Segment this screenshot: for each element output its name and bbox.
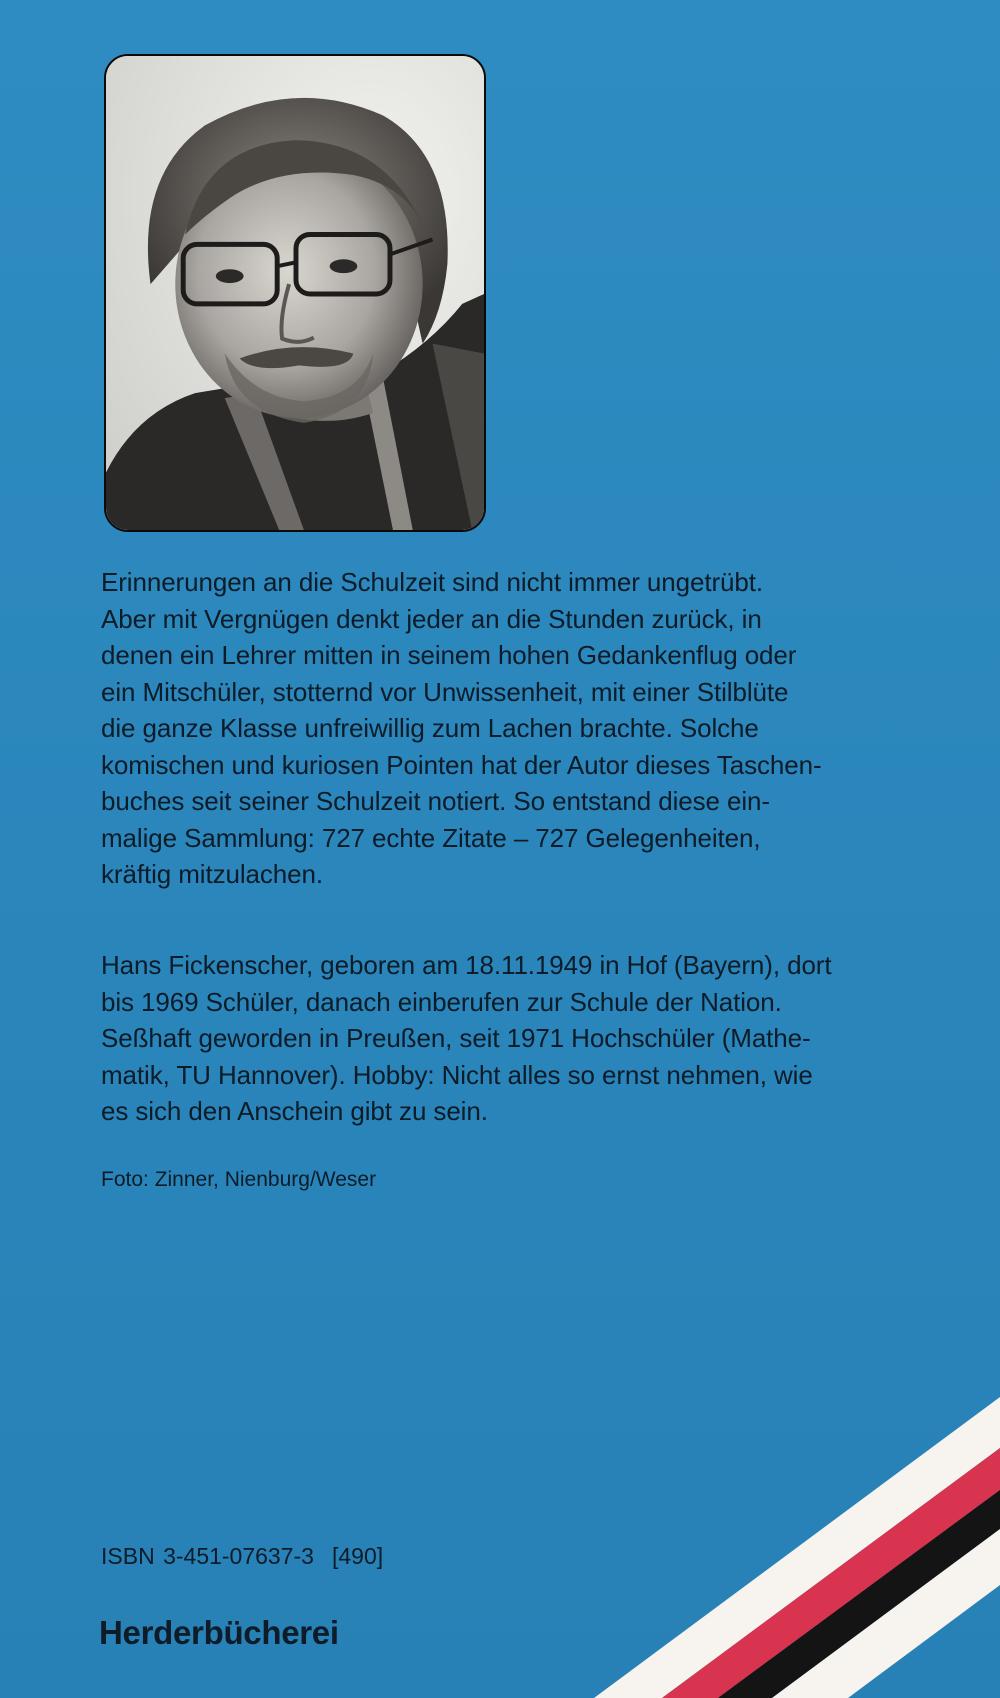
blurb-text — [101, 564, 931, 893]
author-portrait-image — [106, 56, 484, 530]
isbn-number: ISBN 3-451-07637-3 — [101, 1543, 314, 1569]
price-code: [490] — [331, 1543, 384, 1569]
blurb-line: kräftig mitzulachen. — [101, 859, 323, 889]
author-bio — [101, 947, 931, 1130]
blurb-line: malige Sammlung: 727 echte Zitate – 727 Gelegenheiten, — [101, 822, 761, 853]
photo-credit: Foto: Zinner, Nienburg/Weser — [101, 1168, 377, 1191]
bio-line: es sich den Anschein gibt zu sein. — [101, 1096, 488, 1126]
blurb-line: Aber mit Vergnügen denkt jeder an die Stunden zurück, in — [101, 603, 762, 634]
isbn-line — [101, 1543, 383, 1570]
blurb-line: die ganze Klasse unfreiwillig zum Lachen brachte. Solche — [101, 713, 759, 743]
blurb-line: denen ein Lehrer mitten in seinem hohen Gedankenflug oder — [101, 640, 797, 670]
blurb-line: komischen und kuriosen Pointen hat der Autor dieses Taschen- — [101, 749, 822, 780]
bio-line: Seßhaft geworden in Preußen, seit 1971 Hochschüler (Mathe- — [101, 1023, 811, 1053]
blurb-line: ein Mitschüler, stotternd vor Unwissenheit, mit einer Stilblüte — [101, 676, 789, 707]
bio-line: Hans Fickenscher, geboren am 18.11.1949 in Hof (Bayern), dort — [101, 950, 832, 980]
author-photo — [104, 54, 486, 532]
blurb-line: buches seit seiner Schulzeit notiert. So entstand diese ein- — [101, 786, 770, 816]
publisher-name: Herderbücherei — [99, 1614, 339, 1651]
blurb-line: Erinnerungen an die Schulzeit sind nicht immer ungetrübt. — [101, 567, 764, 597]
bio-line: matik, TU Hannover). Hobby: Nicht alles so ernst nehmen, wie — [101, 1059, 813, 1090]
bio-line: bis 1969 Schüler, danach einberufen zur Schule der Nation. — [101, 986, 782, 1017]
